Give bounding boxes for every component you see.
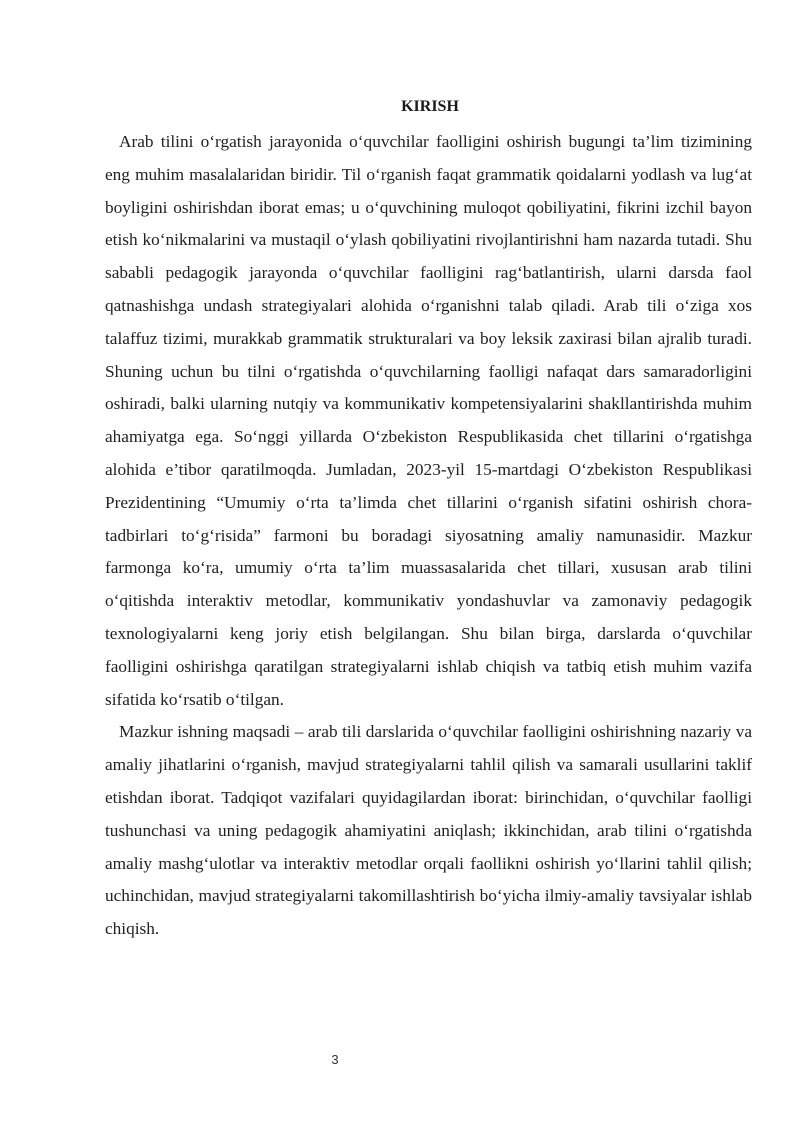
page-number: 3 [331, 1052, 339, 1067]
paragraph-aims: Mazkur ishning maqsadi – arab tili darslarida o‘quvchilar faolligini oshirishning nazariy va amaliy jihatlarini o‘rganish, mavjud strategiyalarni tahlil qilish va samarali usullarini taklif etishdan iborat. Tadqiqot vazifalari quyidagilardan iborat: birinchidan, o‘quvchilar faolligi tushunchasi va uning pedagogik ahamiyatini aniqlash; ikkinchidan, arab tilini o‘rgatishda amaliy mashg‘ulotlar va interaktiv metodlar orqali faollikni oshirish yo‘llarini tahlil qilish; uchinchidan, mavjud strategiyalarni takomillashtirish bo‘yicha ilmiy-amaliy tavsiyalar ishlab chiqish. [105, 722, 752, 939]
section-heading: KIRISH [401, 98, 459, 115]
paragraph-intro: Arab tilini o‘rgatish jarayonida o‘quvchilar faolligini oshirish bugungi ta’lim tizimining eng muhim masalalaridan biridir. Til o‘rganish faqat grammatik qoidalarni yodlash va lug‘at boyligini oshirishdan iborat emas; u o‘quvchining muloqot qobiliyatini, fikrini izchil bayon etish ko‘nikmalarini va mustaqil o‘ylash qobiliyatini rivojlantirishni ham nazarda tutadi. Shu sababli pedagogik jarayonda o‘quvchilar faolligini rag‘batlantirish, ularni darsda faol qatnashishga undash strategiyalari alohida o‘rganishni talab qiladi. Arab tili o‘ziga xos talaffuz tizimi, murakkab grammatik strukturalari va boy leksik zaxirasi bilan ajralib turadi. Shuning uchun bu tilni o‘rgatishda o‘quvchilarning faolligi nafaqat dars samaradorligini oshiradi, balki ularning nutqiy va kommunikativ kompetensiyalarini shakllantirishda muhim ahamiyatga ega. So‘nggi yillarda O‘zbekiston Respublikasida chet tillarini o‘rgatishga alohida e’tibor qaratilmoqda. Jumladan, 2023-yil 15-martdagi O‘zbekiston Respublikasi Prezidentining “Umumiy o‘rta ta’limda chet tillarini o‘rganish sifatini oshirish chora-tadbirlari to‘g‘risida” farmoni bu boradagi siyosatning amaliy namunasidir. Mazkur farmonga ko‘ra, umumiy o‘rta ta’lim muassasalarida chet tillari, xususan arab tilini o‘qitishda interaktiv metodlar, kommunikativ yondashuvlar va zamonaviy pedagogik texnologiyalarni keng joriy etish belgilangan. Shu bilan birga, darslarda o‘quvchilar faolligini oshirishga qaratilgan strategiyalarni ishlab chiqish va tatbiq etish muhim vazifa sifatida ko‘rsatib o‘tilgan. [105, 132, 752, 709]
body-text [105, 126, 752, 946]
